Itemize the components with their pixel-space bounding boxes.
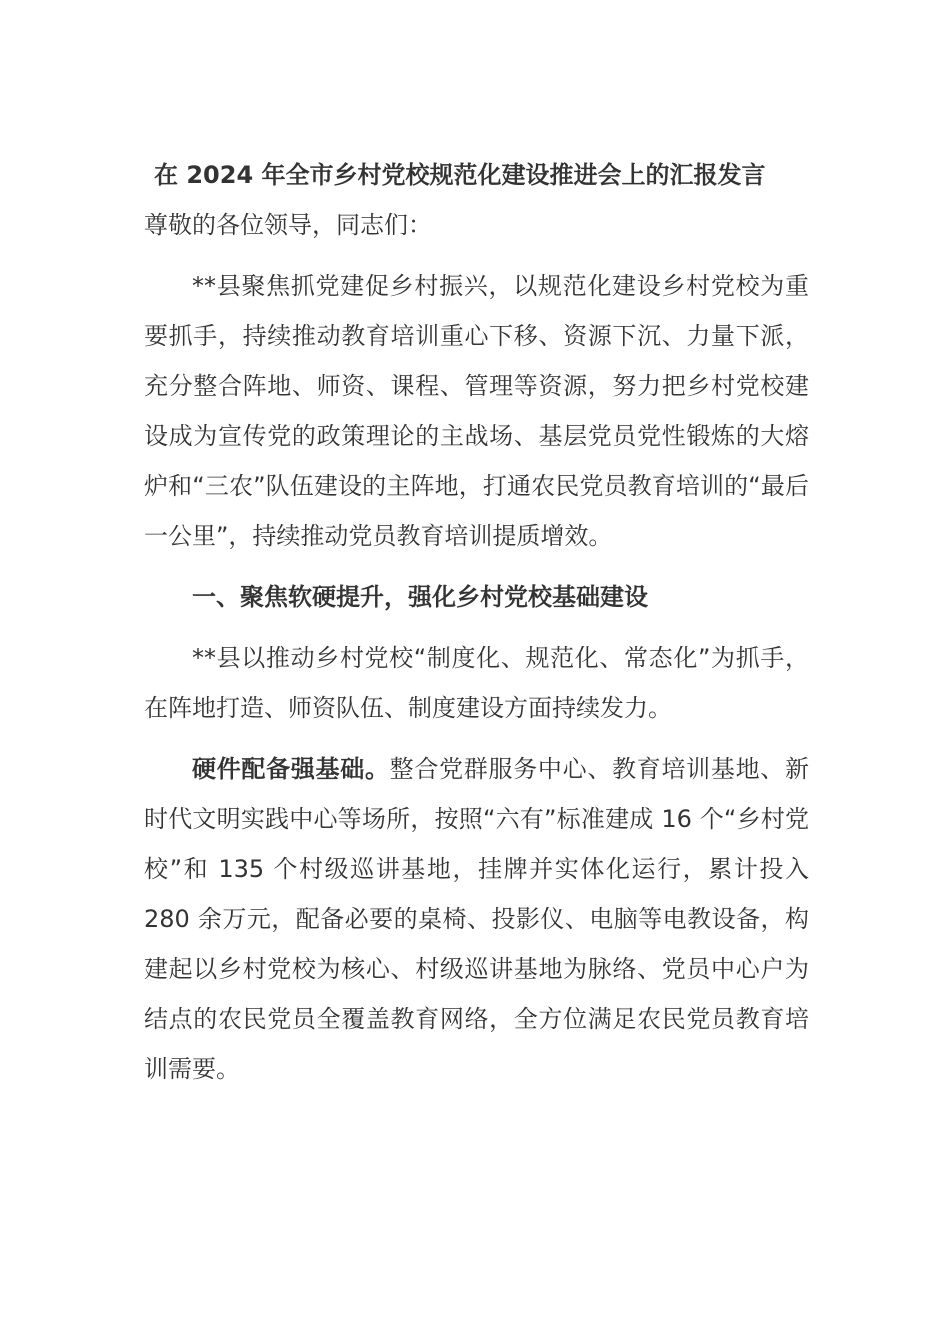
salutation: 尊敬的各位领导，同志们：	[144, 211, 432, 239]
hardware-body: 整合党群服务中心、教育培训基地、新时代文明实践中心等场所，按照“六有”标准建成 16 个“乡村党校”和 135 个村级巡讲基地，挂牌并实体化运行，累计投入 280 余万元，配备必要的桌椅、投影仪、电脑等电教设备，构建起以乡村党校为核心、村级巡讲基地为脉络、党员中心户为结点的农民党员全覆盖教育网络，全方位满足农民党员教育培训需要。	[144, 755, 810, 1083]
intro-paragraph: **县聚焦抓党建促乡村振兴，以规范化建设乡村党校为重要抓手，持续推动教育培训重心下移、资源下沉、力量下派，充分整合阵地、师资、课程、管理等资源，努力把乡村党校建设成为宣传党的政策理论的主战场、基层党员党性锻炼的大熔炉和“三农”队伍建设的主阵地，打通农民党员教育培训的“最后一公里”，持续推动党员教育培训提质增效。	[144, 272, 809, 550]
hardware-paragraph	[144, 744, 809, 1094]
document-body	[144, 150, 809, 1105]
section-1-heading: 一、聚焦软硬提升，强化乡村党校基础建设	[192, 583, 648, 611]
hardware-lead: 硬件配备强基础。	[192, 755, 390, 783]
section-1-paragraph: **县以推动乡村党校“制度化、规范化、常态化”为抓手，在阵地打造、师资队伍、制度建设方面持续发力。	[144, 644, 809, 722]
document-title: 在 2024 年全市乡村党校规范化建设推进会上的汇报发言	[154, 161, 766, 189]
